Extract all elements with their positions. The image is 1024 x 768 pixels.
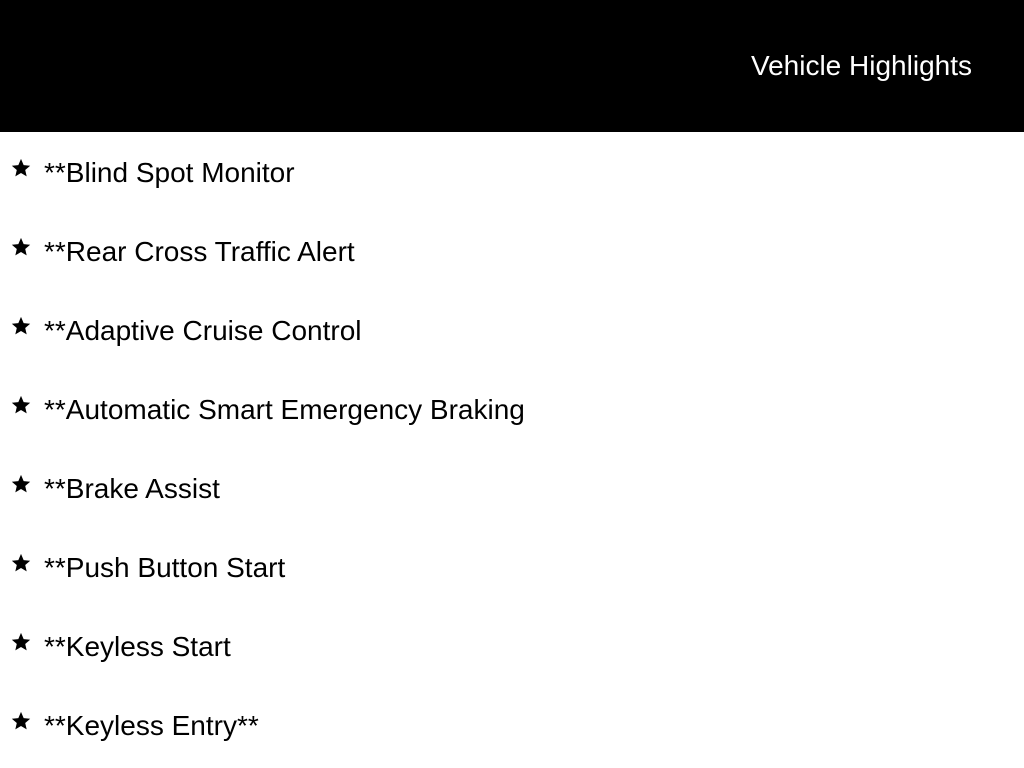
highlight-label: **Blind Spot Monitor [44,157,295,188]
highlight-label: **Push Button Start [44,552,286,583]
list-item [0,448,1024,527]
highlight-label: **Keyless Entry** [44,710,259,741]
star-icon [10,710,32,732]
list-item [0,132,1024,211]
highlight-label: **Brake Assist [44,473,220,504]
list-item [0,369,1024,448]
highlight-label: **Automatic Smart Emergency Braking [44,394,525,425]
highlight-label: **Keyless Start [44,631,231,662]
star-icon [10,631,32,653]
list-item [0,527,1024,606]
list-item [0,211,1024,290]
page-title: Vehicle Highlights [750,50,972,81]
star-icon [10,552,32,574]
star-icon [10,394,32,416]
star-icon [10,236,32,258]
highlights-list [0,132,1024,764]
highlight-label: **Rear Cross Traffic Alert [44,236,355,267]
star-icon [10,473,32,495]
header-bar [0,0,1024,132]
star-icon [10,157,32,179]
highlight-label: **Adaptive Cruise Control [44,315,362,346]
list-item [0,290,1024,369]
list-item [0,606,1024,685]
star-icon [10,315,32,337]
list-item [0,685,1024,764]
